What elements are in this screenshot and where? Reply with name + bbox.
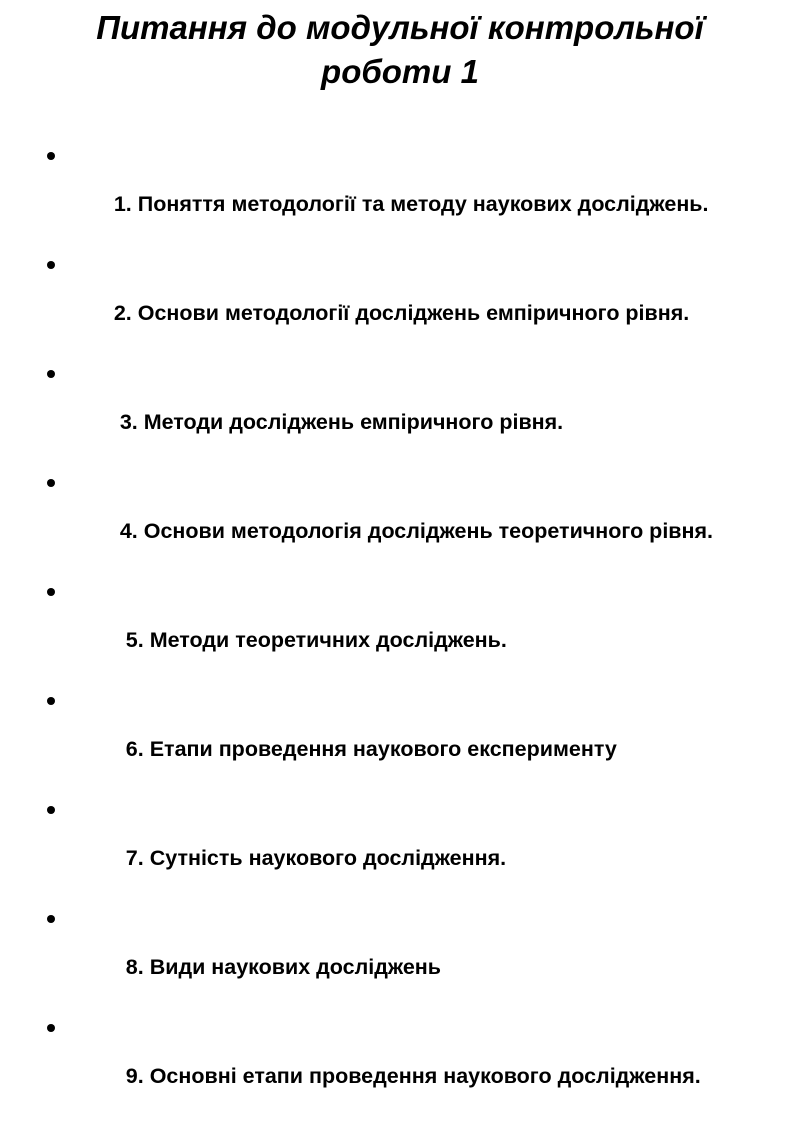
bullet-icon	[47, 1024, 55, 1032]
question-text: 4. Основи методологія досліджень теоретичного рівня.	[113, 519, 714, 543]
question-text: 5. Методи теоретичних досліджень.	[113, 628, 507, 652]
question-text: 9. Основні етапи проведення наукового дослідження.	[113, 1064, 701, 1088]
bullet-icon	[47, 806, 55, 814]
question-text: 1. Поняття методології та методу наукових досліджень.	[113, 192, 709, 216]
bullet-icon	[47, 370, 55, 378]
question-item-7	[46, 796, 766, 896]
question-text: 8. Види наукових досліджень	[113, 955, 442, 979]
bullet-icon	[47, 697, 55, 705]
question-item-5	[46, 578, 766, 678]
bullet-icon	[47, 479, 55, 487]
bullet-icon	[47, 152, 55, 160]
bullet-icon	[47, 915, 55, 923]
question-item-1	[46, 142, 766, 242]
question-text: 6. Етапи проведення наукового експерименту	[113, 737, 617, 761]
bullet-icon	[47, 261, 55, 269]
question-item-2	[46, 251, 766, 351]
question-text: 2. Основи методології досліджень емпіричного рівня.	[113, 301, 690, 325]
question-list	[46, 142, 766, 1123]
bullet-icon	[47, 588, 55, 596]
question-text: 7. Сутність наукового дослідження.	[113, 846, 507, 870]
slide-title-line-1: Питання до модульної контрольної	[96, 9, 704, 46]
question-item-4	[46, 469, 766, 569]
question-item-6	[46, 687, 766, 787]
question-item-9	[46, 1014, 766, 1114]
slide-title-line-2: роботи 1	[321, 53, 479, 90]
question-item-8	[46, 905, 766, 1005]
slide-title	[40, 6, 760, 94]
question-text: 3. Методи досліджень емпіричного рівня.	[113, 410, 564, 434]
question-item-3	[46, 360, 766, 460]
